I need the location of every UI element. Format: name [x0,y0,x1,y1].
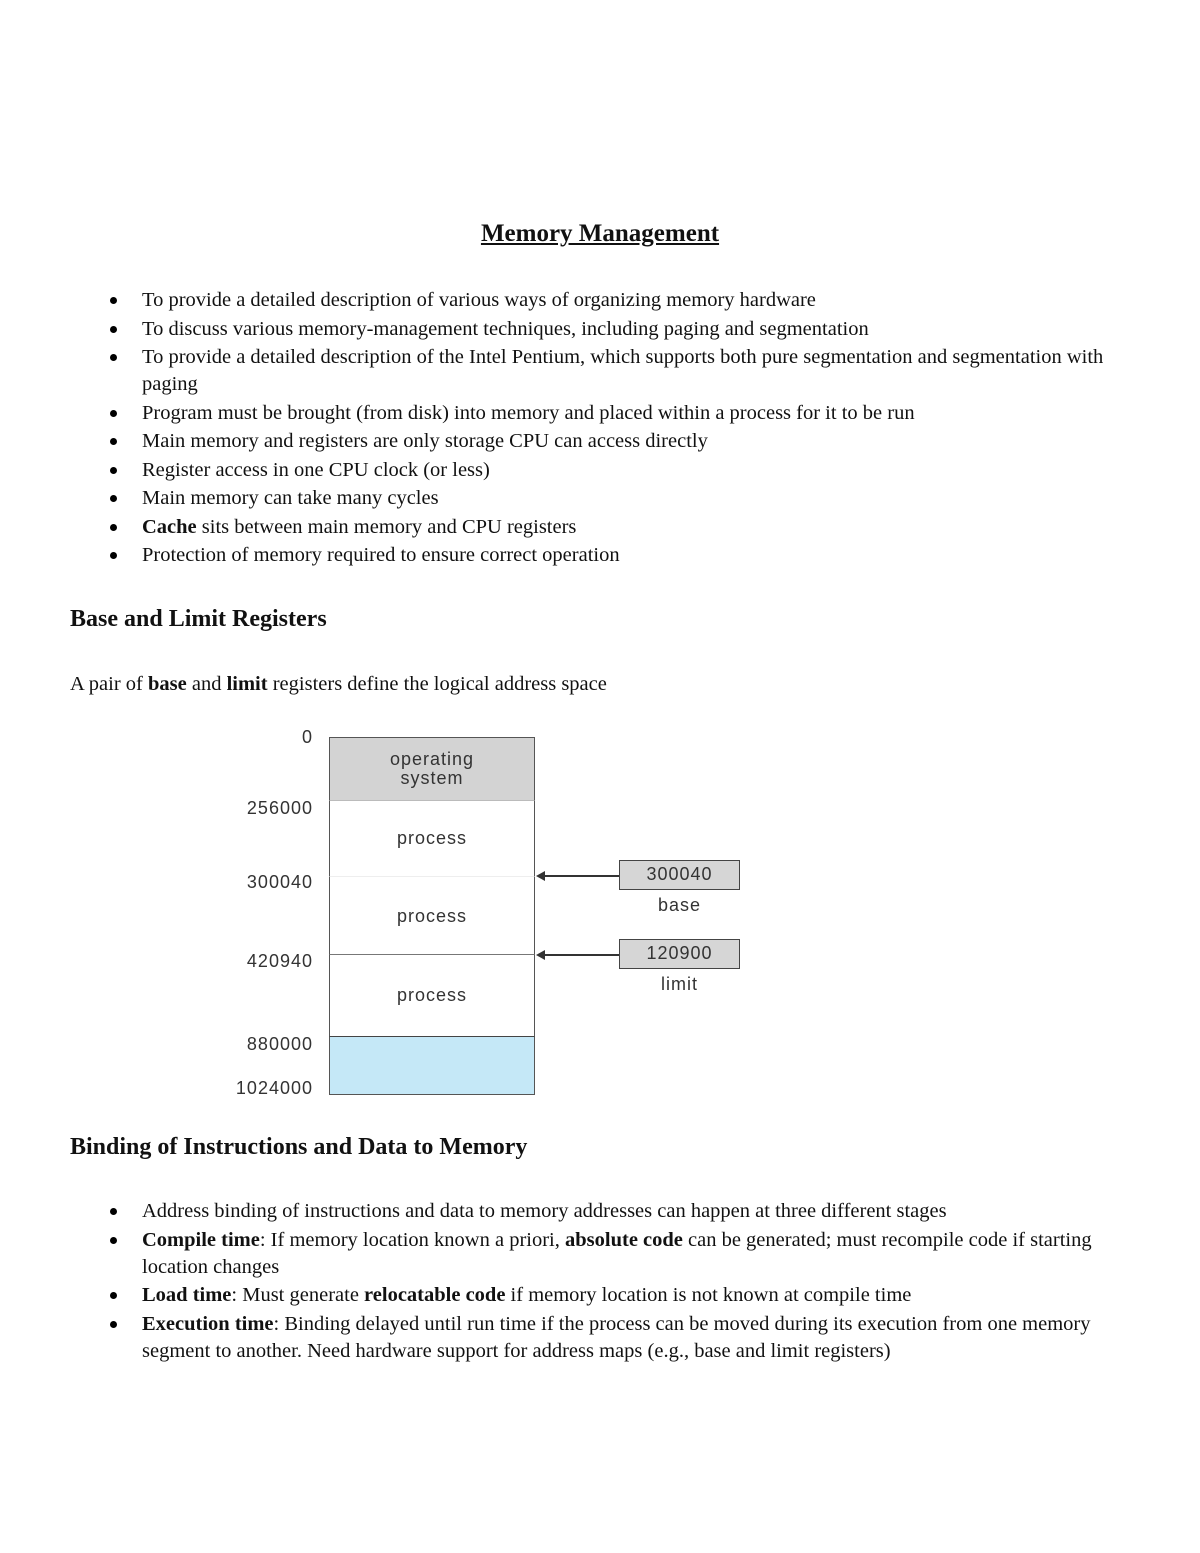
section-heading-base-limit: Base and Limit Registers [70,606,327,632]
text-segment: Main memory can take many cycles [142,487,439,509]
text-segment: A pair of [70,673,148,695]
binding-bullet-list [70,1198,1130,1366]
bullet-item [70,400,1130,427]
process-region [329,876,535,955]
bold-text: relocatable code [364,1284,506,1306]
bold-text: Compile time [142,1228,260,1251]
text-segment: if memory location is not known at compile time [505,1284,912,1306]
text-segment: and [186,673,227,695]
process-label: process [396,905,468,926]
address-label: 1024000 [235,1078,313,1098]
base-limit-diagram [200,720,760,1110]
text-segment: : Must generate [231,1284,365,1306]
bullet-item [70,287,1130,314]
bold-text: Execution time [142,1312,274,1335]
bullet-item [70,485,1130,512]
bold-text: base [148,673,187,695]
address-label: 300040 [246,872,313,892]
text-segment: Program must be brought (from disk) into memory and placed within a process for it to be run [142,401,915,424]
bullet-item [70,1227,1130,1281]
process-region [329,954,535,1037]
text-segment: Address binding of instructions and data to memory addresses can happen at three different stages [142,1200,947,1222]
text-segment: Protection of memory required to ensure correct operation [142,544,620,566]
bold-text: Load time [142,1284,232,1306]
limit-arrow [538,954,619,956]
text-segment: To discuss various memory-management techniques, including paging and segmentation [142,317,869,340]
bullet-item [70,457,1130,484]
base-arrow [538,875,619,877]
address-label: 0 [301,727,313,747]
text-segment: : Binding delayed until run time if the process can be moved during its execution from one memory segment to another. Need hardware support for address maps (e.g., base and limit registers) [142,1312,1091,1362]
bullet-item [70,344,1130,398]
limit-label: limit [661,974,698,994]
limit-register: 120900 [619,939,740,969]
bold-text: absolute code [565,1228,683,1251]
bullet-item [70,1198,1130,1225]
base-register: 300040 [619,860,740,890]
base-label: base [657,895,702,915]
os-region [329,737,535,801]
bullet-item [70,542,1130,569]
os-label: operating system [389,749,475,788]
text-segment: sits between main memory and CPU registers [196,515,577,538]
address-label: 880000 [246,1034,313,1054]
bullet-item [70,428,1130,455]
bullet-item [70,1282,1130,1309]
bullet-item [70,1311,1130,1365]
bullet-item [70,514,1130,541]
bold-text: limit [226,673,268,695]
intro-bullet-list [70,287,1130,571]
process-region [329,801,535,876]
page-title: Memory Management [480,220,720,247]
free-region [329,1037,535,1095]
section-heading-binding: Binding of Instructions and Data to Memory [70,1134,528,1160]
process-label: process [396,985,468,1005]
bold-text: Cache [142,515,197,538]
text-segment: Main memory and registers are only storage CPU can access directly [142,430,708,452]
base-limit-paragraph [70,673,607,696]
address-label: 420940 [246,951,313,971]
text-segment: To provide a detailed description of various ways of organizing memory hardware [142,289,816,311]
text-segment: Register access in one CPU clock (or less) [142,458,490,481]
text-segment: can be generated; must recompile code if starting location changes [142,1228,1092,1278]
text-segment: : If memory location known a priori, [259,1228,566,1251]
text-segment: To provide a detailed description of the Intel Pentium, which supports both pure segmentation and segmentation with paging [142,346,1104,395]
address-label: 256000 [246,798,313,818]
process-label: process [396,828,468,848]
bullet-item [70,316,1130,343]
text-segment: registers define the logical address space [267,673,607,695]
